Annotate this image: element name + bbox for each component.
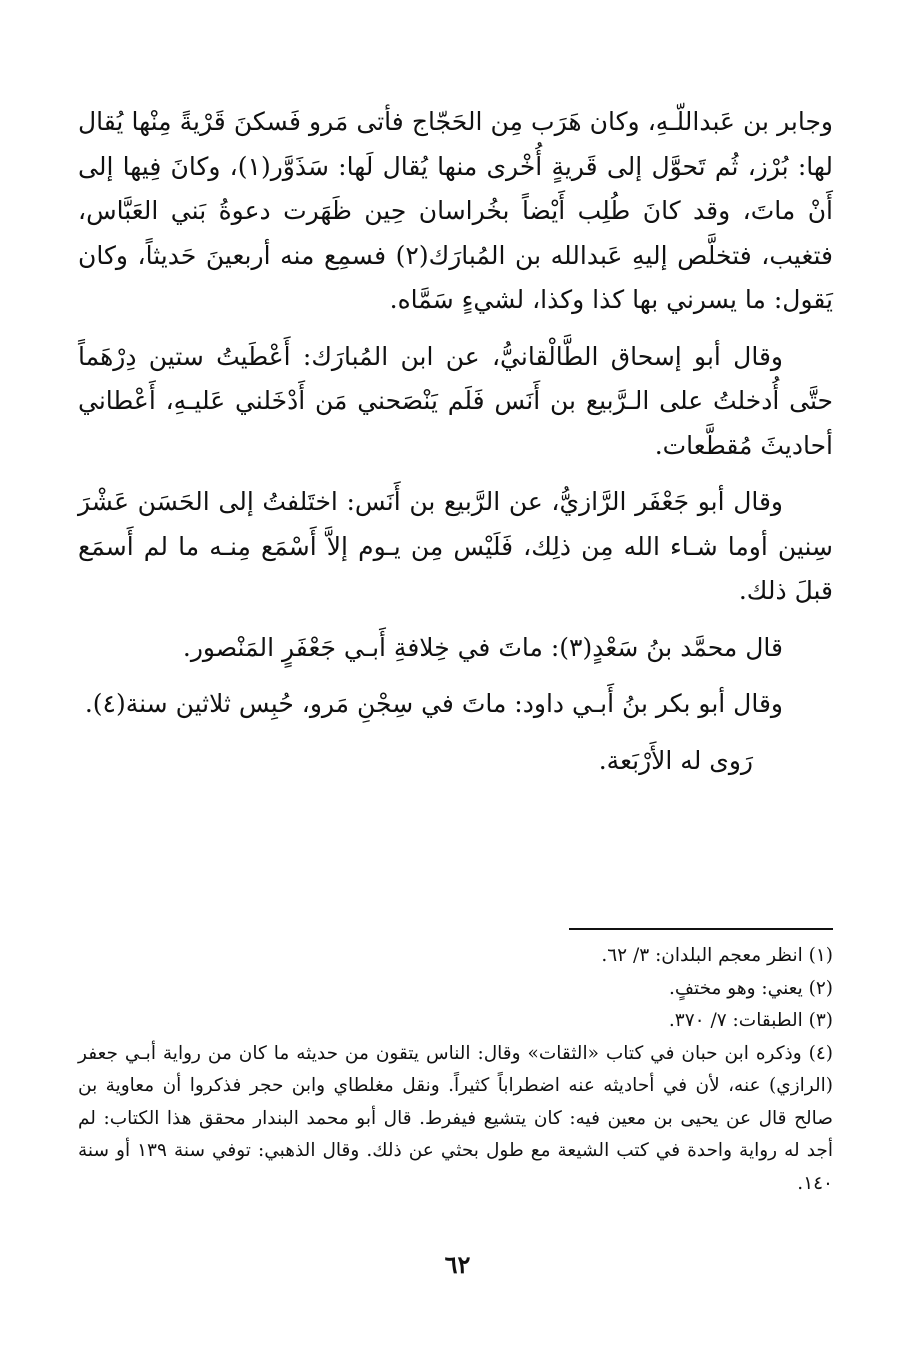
footnote-2: (٢) يعني: وهو مختفٍ. — [668, 977, 833, 999]
footnote-3: (٣) الطبقات: ٧/ ٣٧٠. — [668, 1010, 833, 1031]
footnote-4: (٤) وذكره ابن حبان في كتاب «الثقات» وقال: الناس يتقون من حديثه ما كان من رواية أبـي جعفر (الرازي) عنه، لأن في أحاديثه عنه اضطراباً كثيراً. ونقل مغلطاي وابن حجر فذكروا أن معاوية بن صالح قال عن يحيى بن معين فيه: كان يتشيع فيفرط. قال أبو محمد البندار محقق هذا الكتاب: لم أجد له رواية واحدة في كتب الشيعة مع طول بحثي عن ذلك. وقال الذهبي: توفي سنة ١٣٩ أو سنة ١٤٠. — [78, 1042, 833, 1194]
paragraph-abu-jafar: وقال أبو جَعْفَر الرَّازيُّ، عن الرَّبيع بن أَنَس: اختَلفتُ إلى الحَسَن عَشْرَ سِنين أوما شـاء الله مِن ذلِك، فَلَيْس مِن يـوم إلاَّ أَسْمَع مِنـه ما لم أَسمَع قبلَ ذلك. — [78, 487, 833, 605]
page-number: ٦٢ — [444, 1250, 471, 1279]
paragraph-ibn-sad: قال محمَّد بنُ سَعْدٍ(٣): ماتَ في خِلافةِ أَبـي جَعْفَرٍ المَنْصور. — [182, 632, 783, 662]
paragraph-abu-ishaq: وقال أبو إسحاق الطَّالْقانيُّ، عن ابن المُبارَك: أَعْطَيتُ ستين دِرْهَماً حتَّى أُدخلتُ على الـرَّبيع بن أَنَس فَلَم يَنْصَحني مَن أَدْخَلني عَليـهِ، أَعْطاني أحاديثَ مُقطَّعات. — [78, 341, 833, 460]
main-text — [78, 100, 833, 795]
footnote-1: (١) انظر معجم البلدان: ٣/ ٦٢. — [601, 945, 833, 966]
paragraph-jabir: وجابر بن عَبداللّـهِ، وكان هَرَب مِن الحَجّاج فأتى مَرو فَسكنَ قَرْيةً مِنْها يُقال لها: بُرْز، ثُم تَحوَّل إلى قَريةٍ أُخْرى منها يُقال لَها: سَذَوَّر(١)، وكانَ فِيها إلى أَنْ ماتَ، وقد كانَ طُلِب أَيْضاً بخُراسان حِين ظَهَرت دعوةُ بَني العَبَّاس، فتغيب، فتخلَّص إليهِ عَبدالله بن المُبارَك(٢) فسمِع منه أربعينَ حَديثاً، وكان يَقول: ما يسرني بها كذا وكذا، لشيءٍ سَمَّاه. — [78, 107, 833, 314]
paragraph-narrators: رَوى له الأَرْبَعة. — [598, 745, 753, 775]
footnote-divider — [569, 928, 833, 930]
footnotes — [78, 940, 833, 1200]
paragraph-abu-bakr: وقال أبو بكر بنُ أَبـي داود: ماتَ في سِجْنِ مَرو، حُبِس ثلاثين سنة(٤). — [84, 689, 783, 718]
